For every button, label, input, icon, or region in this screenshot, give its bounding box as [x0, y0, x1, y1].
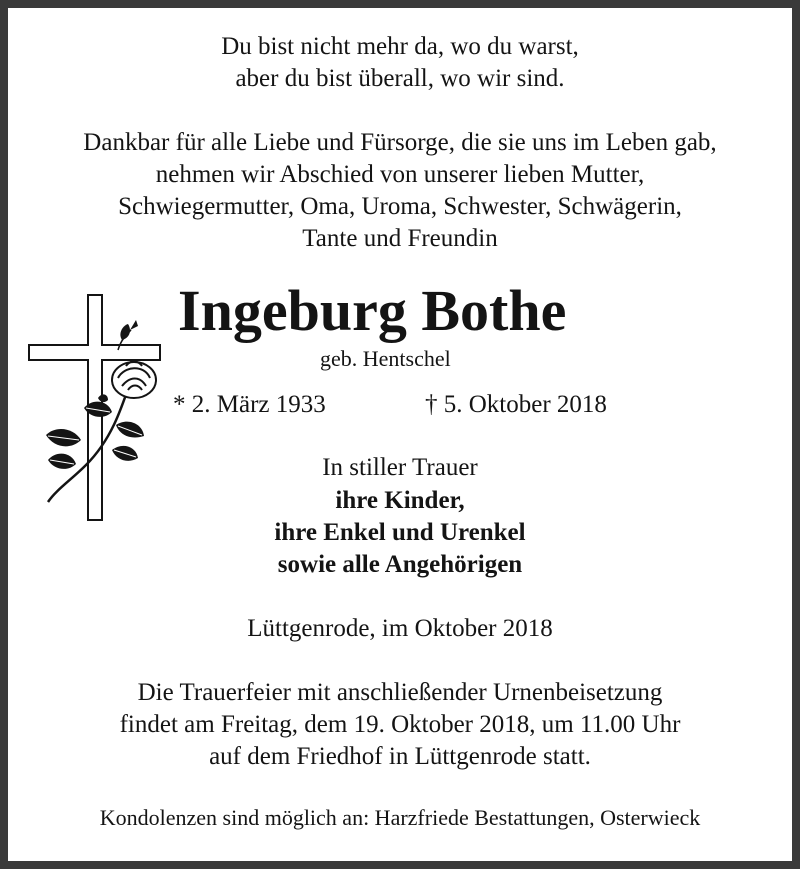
intro-line-2: nehmen wir Abschied von unserer lieben Mutter, [155, 161, 645, 188]
deceased-name: Ingeburg Bothe [178, 278, 567, 343]
quote-line-1: Du bist nicht mehr da, wo du warst, [221, 33, 579, 60]
intro-line-4: Tante und Freundin [302, 225, 498, 252]
signature-line-2: ihre Kinder, [335, 487, 465, 514]
quote-line-2: aber du bist überall, wo wir sind. [235, 65, 565, 92]
birth-date: * 2. März 1933 [173, 391, 326, 418]
place-date: Lüttgenrode, im Oktober 2018 [247, 615, 553, 642]
signature-line-3: ihre Enkel und Urenkel [274, 519, 526, 546]
condolence-note: Kondolenzen sind möglich an: Harzfriede Bestattungen, Osterwieck [99, 805, 701, 830]
intro-line-3: Schwiegermutter, Oma, Uroma, Schwester, Schwägerin, [118, 193, 682, 220]
signature-line-4: sowie alle Angehörigen [277, 551, 523, 578]
funeral-line-2: findet am Freitag, dem 19. Oktober 2018, um 11.00 Uhr [119, 711, 681, 738]
maiden-name: geb. Hentschel [320, 346, 451, 371]
signature-line-1: In stiller Trauer [322, 454, 478, 481]
funeral-line-3: auf dem Friedhof in Lüttgenrode statt. [209, 743, 591, 770]
death-date: † 5. Oktober 2018 [425, 391, 607, 418]
intro-line-1: Dankbar für alle Liebe und Fürsorge, die sie uns im Leben gab, [83, 129, 717, 156]
funeral-line-1: Die Trauerfeier mit anschließender Urnenbeisetzung [137, 679, 663, 706]
